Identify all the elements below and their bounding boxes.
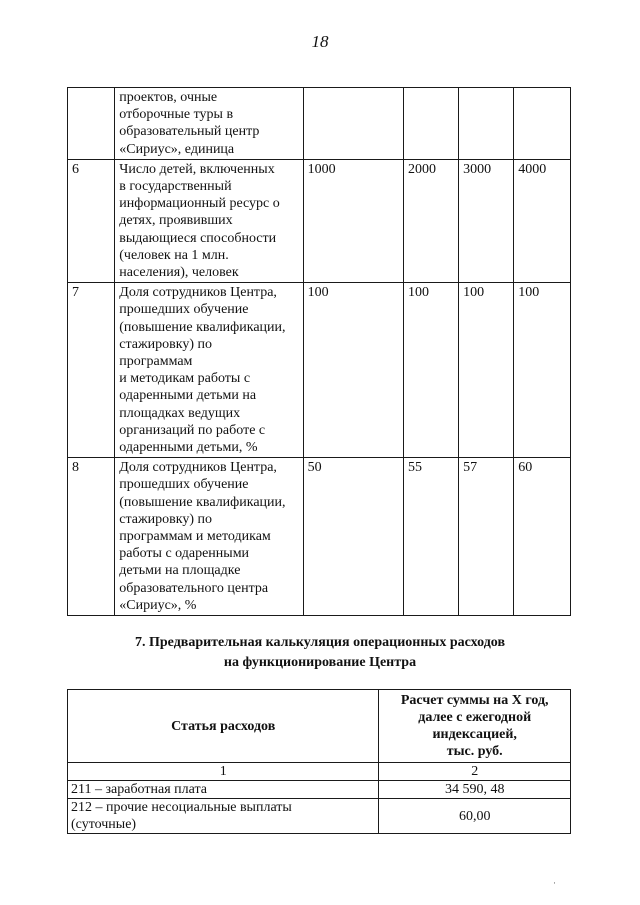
value-year-1: 50 — [303, 458, 403, 616]
indicator-name: Доля сотрудников Центра, прошедших обучение (повышение квалификации, стажировку) по программам и методикам работы с одаренными детьми на площадке образовательного центра «Сириус», % — [115, 458, 303, 616]
table-row — [68, 458, 571, 616]
indicators-table-body — [68, 88, 571, 616]
indicator-name: Доля сотрудников Центра, прошедших обучение (повышение квалификации, стажировку) по программам и методикам работы с одаренными детьми на площадках ведущих организаций по работе с одаренными детьми, % — [115, 283, 303, 458]
value-year-3: 3000 — [459, 159, 514, 282]
value-year-1 — [303, 88, 403, 160]
value-year-2: 100 — [404, 283, 459, 458]
indicator-name: проектов, очные отборочные туры в образовательный центр «Сириус», единица — [115, 88, 303, 160]
table-row — [68, 781, 571, 799]
column-number-2: 2 — [379, 763, 571, 781]
row-number: 6 — [68, 159, 115, 282]
table-row — [68, 88, 571, 160]
value-year-4: 60 — [514, 458, 571, 616]
value-year-4: 4000 — [514, 159, 571, 282]
column-number-row — [68, 763, 571, 781]
row-number: 8 — [68, 458, 115, 616]
value-year-4 — [514, 88, 571, 160]
value-year-3 — [459, 88, 514, 160]
value-year-1: 100 — [303, 283, 403, 458]
value-year-3: 100 — [459, 283, 514, 458]
table-row — [68, 283, 571, 458]
expense-amount: 60,00 — [379, 799, 571, 834]
expense-item: 211 – заработная плата — [68, 781, 379, 799]
value-year-1: 1000 — [303, 159, 403, 282]
section-title-line-1: 7. Предварительная калькуляция операционных расходов — [134, 635, 505, 650]
value-year-3: 57 — [459, 458, 514, 616]
value-year-2: 55 — [404, 458, 459, 616]
page-number: 18 — [311, 32, 329, 51]
table-row — [68, 159, 571, 282]
expense-item: 212 – прочие несоциальные выплаты (суточные) — [68, 799, 379, 834]
header-expense-item: Статья расходов — [68, 690, 379, 763]
value-year-4: 100 — [514, 283, 571, 458]
row-number: 7 — [68, 283, 115, 458]
value-year-2 — [404, 88, 459, 160]
row-number — [68, 88, 115, 160]
scan-mark: · — [553, 878, 556, 888]
column-number-1: 1 — [68, 763, 379, 781]
section-title-line-2: на функционирование Центра — [223, 655, 417, 670]
value-year-2: 2000 — [404, 159, 459, 282]
expense-amount: 34 590, 48 — [379, 781, 571, 799]
expenses-table — [67, 689, 571, 834]
table-row — [68, 799, 571, 834]
indicators-table — [67, 87, 571, 616]
indicator-name: Число детей, включенных в государственный информационный ресурс о детях, проявивших выдающиеся способности (человек на 1 млн. населения), человек — [115, 159, 303, 282]
header-amount: Расчет суммы на Х год, далее с ежегодной индексацией, тыс. руб. — [379, 690, 571, 763]
table-header-row — [68, 690, 571, 763]
expenses-table-body — [68, 690, 571, 834]
section-title — [60, 633, 580, 673]
